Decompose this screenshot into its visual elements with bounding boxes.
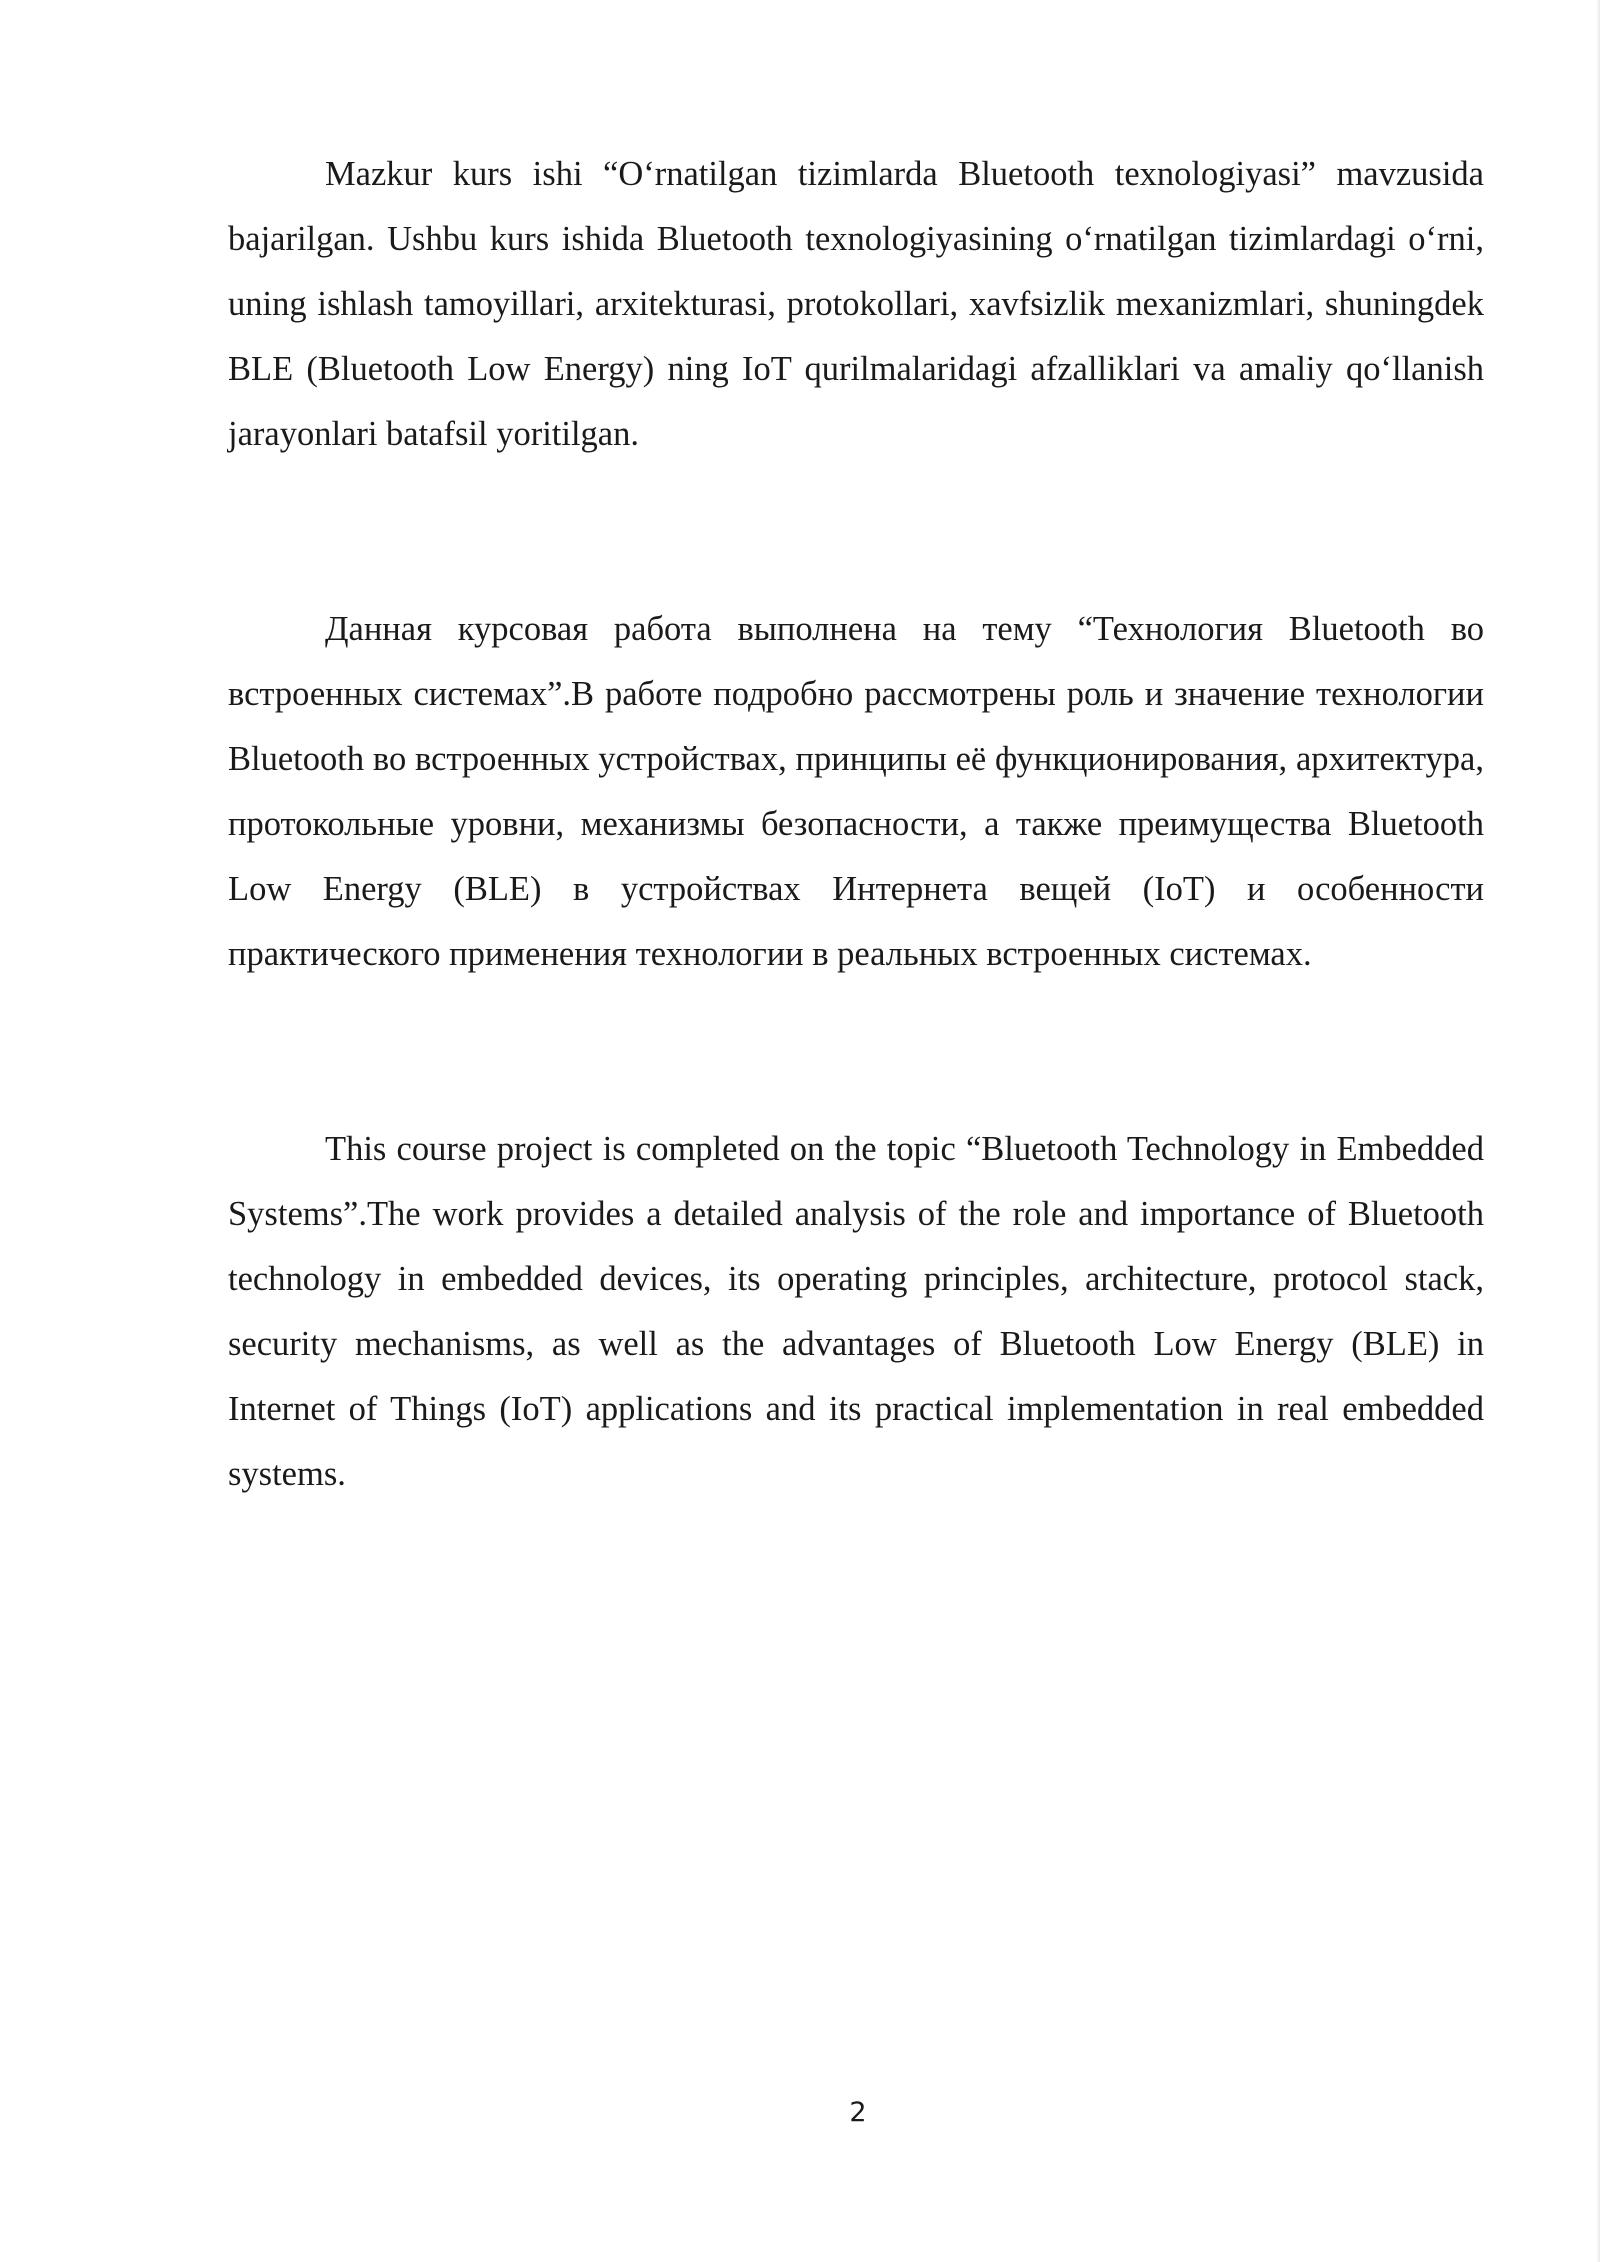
page-edge-shadow: [1596, 0, 1600, 2262]
abstract-paragraph-uzbek: Mazkur kurs ishi “O‘rnatilgan tizimlarda Bluetooth texnologiyasi” mavzusida bajarilgan. Ushbu kurs ishida Bluetooth texnologiyasining o‘rnatilgan tizimlardagi o‘rni, uning ishlash tamoyillari, arxitekturasi, protokollari, xavfsizlik mexanizmlari, shuningdek BLE (Bluetooth Low Energy) ning IoT qurilmalaridagi afzalliklari va amaliy qo‘llanish jarayonlari batafsil yoritilgan.: [228, 155, 1484, 453]
abstract-paragraph-russian: Данная курсовая работа выполнена на тему “Технология Bluetooth во встроенных системах”.В работе подробно рассмотрены роль и значение технологии Bluetooth во встроенных устройствах, принципы её функционирования, архитектура, протокольные уровни, механизмы безопасности, а также преимущества Bluetooth Low Energy (BLE) в устройствах Интернета вещей (IoT) и особенности практического применения технологии в реальных встроенных системах.: [228, 610, 1484, 973]
page-number: 2: [849, 2097, 867, 2128]
abstract-paragraph-english: This course project is completed on the topic “Bluetooth Technology in Embedded Systems”.The work provides a detailed analysis of the role and importance of Bluetooth technology in embedded devices, its operating principles, architecture, protocol stack, security mechanisms, as well as the advantages of Bluetooth Low Energy (BLE) in Internet of Things (IoT) applications and its practical implementation in real embedded systems.: [228, 1130, 1484, 1493]
